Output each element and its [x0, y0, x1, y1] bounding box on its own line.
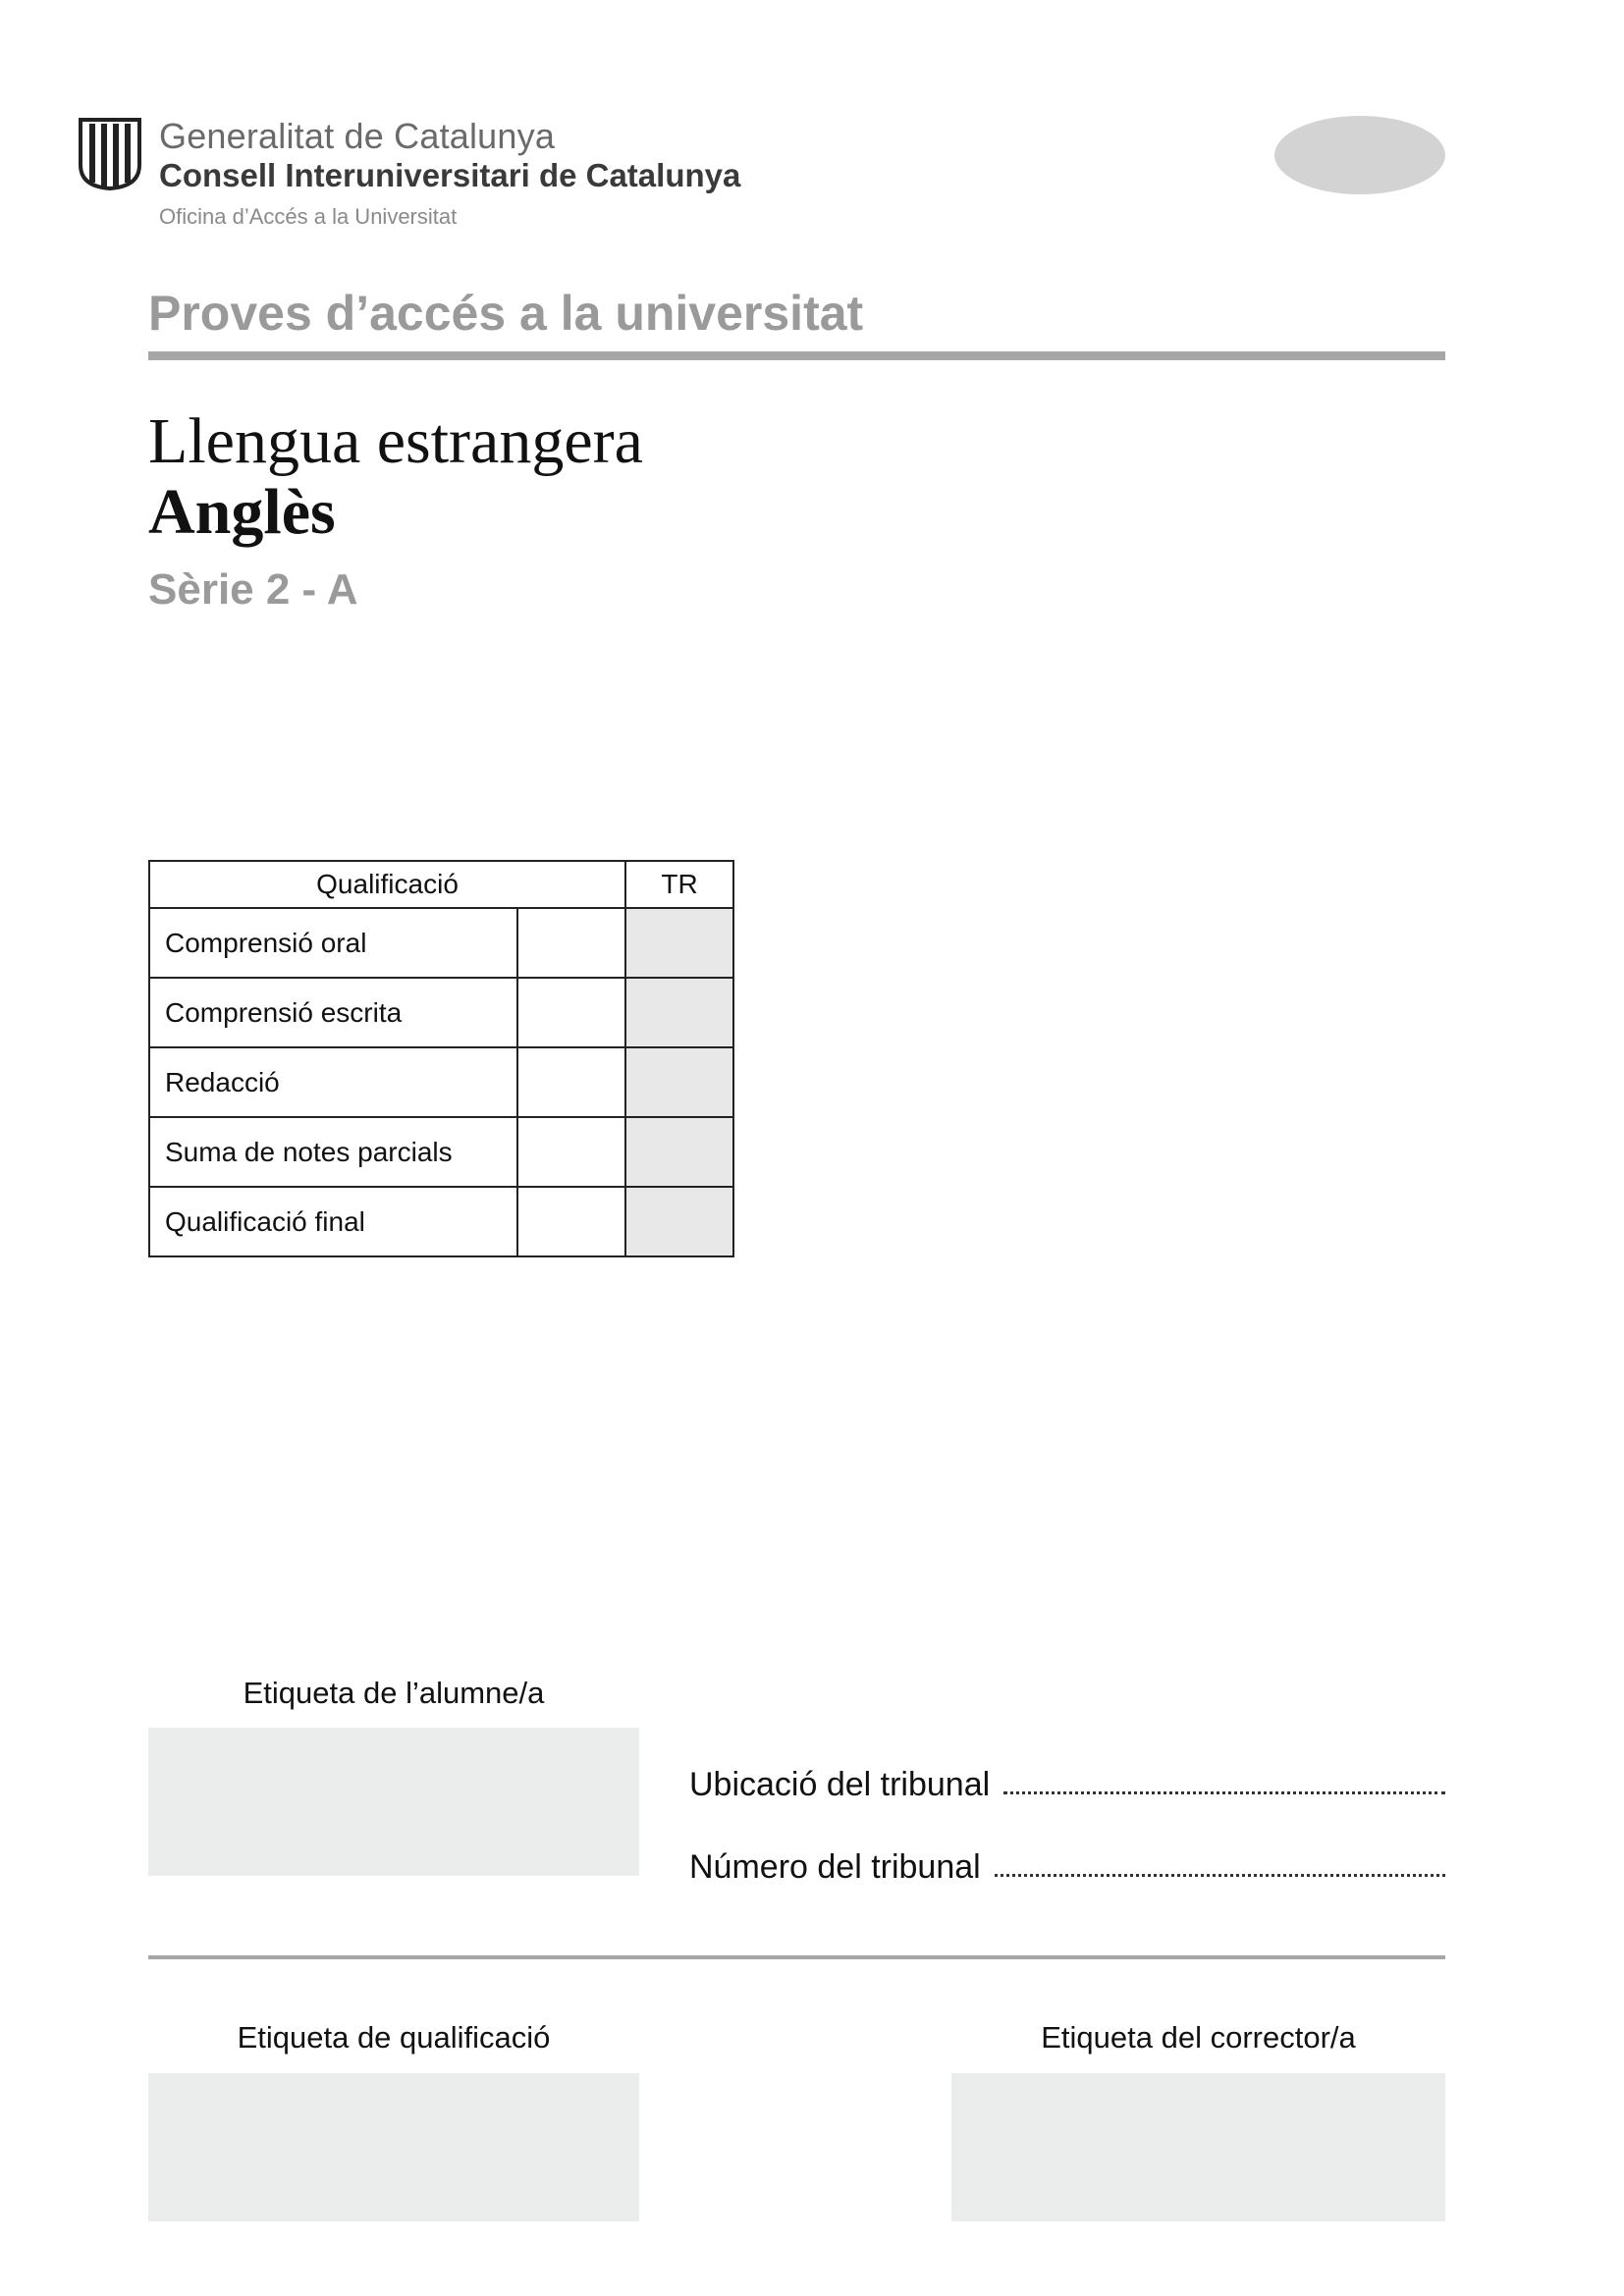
student-label-caption: Etiqueta de l’alumne/a [243, 1676, 545, 1710]
grade-tr-cell [625, 908, 733, 978]
tribunal-location-field[interactable] [689, 1761, 1445, 1804]
catalan-coat-of-arms-icon [79, 118, 141, 190]
grades-table [148, 860, 734, 1257]
table-row [149, 1187, 733, 1256]
grade-row-label: Qualificació final [149, 1187, 517, 1256]
grades-header-cell: Qualificació [149, 861, 625, 908]
grade-score-cell[interactable] [517, 908, 625, 978]
table-row [149, 908, 733, 978]
tr-header-cell: TR [625, 861, 733, 908]
logo-council-name: Consell Interuniversitari de Catalunya [159, 157, 741, 193]
grade-tr-cell [625, 1117, 733, 1187]
table-row [149, 978, 733, 1047]
grade-score-cell[interactable] [517, 1187, 625, 1256]
tribunal-number-label: Número del tribunal [689, 1848, 981, 1886]
table-row [149, 1047, 733, 1117]
grade-score-cell[interactable] [517, 1117, 625, 1187]
tribunal-location-dotted-line [1003, 1791, 1445, 1794]
grade-row-label: Comprensió escrita [149, 978, 517, 1047]
table-row [149, 1117, 733, 1187]
tribunal-number-field[interactable] [689, 1843, 1445, 1887]
grade-label-box [148, 2073, 639, 2221]
corrector-label-box [951, 2073, 1445, 2221]
logo-office-name: Oficina d’Accés a la Universitat [159, 204, 458, 229]
grade-row-label: Comprensió oral [149, 908, 517, 978]
grade-tr-cell [625, 1187, 733, 1256]
section-divider [148, 1955, 1445, 1959]
grade-score-cell[interactable] [517, 1047, 625, 1117]
corrector-label-caption: Etiqueta del corrector/a [1041, 2020, 1356, 2055]
institution-logo [79, 116, 785, 234]
grade-label-caption: Etiqueta de qualificació [237, 2020, 551, 2055]
student-label-box [148, 1728, 639, 1876]
exam-series: Sèrie 2 - A [148, 565, 358, 614]
grade-row-label: Redacció [149, 1047, 517, 1117]
grade-tr-cell [625, 1047, 733, 1117]
header-divider [148, 351, 1445, 360]
logo-government-name: Generalitat de Catalunya [159, 116, 556, 156]
grade-score-cell[interactable] [517, 978, 625, 1047]
grades-table-header-row [149, 861, 733, 908]
grade-tr-cell [625, 978, 733, 1047]
subject-title: Llengua estrangera [148, 405, 643, 477]
subject-name: Anglès [148, 476, 336, 548]
tribunal-number-dotted-line [995, 1874, 1445, 1877]
corner-oval-mark [1274, 116, 1445, 194]
exam-header: Proves d’accés a la universitat [148, 286, 864, 341]
tribunal-location-label: Ubicació del tribunal [689, 1766, 991, 1803]
grade-row-label: Suma de notes parcials [149, 1117, 517, 1187]
